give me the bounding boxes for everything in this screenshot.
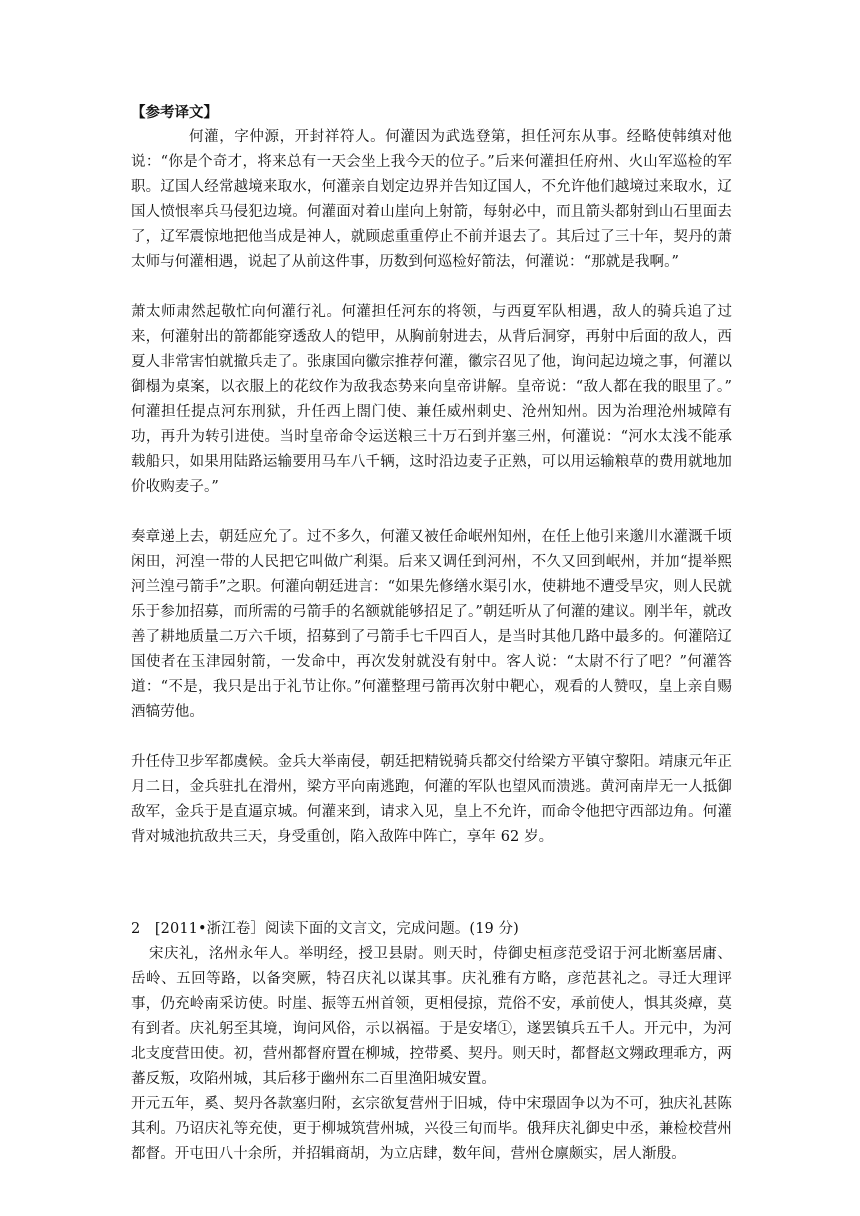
translation-paragraph-1: 何灌，字仲源，开封祥符人。何灌因为武选登第，担任河东从事。经略使韩缜对他说：“你是个奇才，将来总有一天会坐上我今天的位子。”后来何灌担任府州、火山军巡检的军职。辽国人经常越境来取水，何灌亲自划定边界并告知辽国人，不允许他们越境过来取水，辽国人愤恨率兵马侵犯边境。何灌面对着山崖向上射箭，每射必中，而且箭头都射到山石里面去了，辽军震惊地把他当成是神人，就顾虑重重停止不前并退去了。其后过了三十年，契丹的萧太师与何灌相遇，说起了从前这件事，历数到何巡检好箭法，何灌说：“那就是我啊。” [131,129,732,270]
document-page [131,100,732,1167]
paragraph-gap [131,725,732,750]
translation-paragraph-3: 奏章递上去，朝廷应允了。过不多久，何灌又被任命岷州知州，在任上他引来邈川水灌溉千顷闲田，河湟一带的人民把它叫做广利渠。后来又调任到河州，不久又回到岷州，并加“提举熙河兰湟弓箭手”之职。何灌向朝廷进言：“如果先修缮水渠引水，使耕地不遭受旱灾，则人民就乐于参加招募，而所需的弓箭手的名额就能够招足了。”朝廷听从了何灌的建议。刚半年，就改善了耕地质量二万六千顷，招募到了弓箭手七千四百人，是当时其他几路中最多的。何灌陪辽国使者在玉津园射箭，一发命中，再次发射就没有射中。客人说：“太尉不行了吧？”何灌答道：“不是，我只是出于礼节让你。”何灌整理弓箭再次射中靶心，观看的人赞叹，皇上亲自赐酒犒劳他。 [131,529,732,720]
translation-heading: 【参考译文】 [131,104,218,121]
translation-paragraph-2: 萧太师肃然起敬忙向何灌行礼。何灌担任河东的将领，与西夏军队相遇，敌人的骑兵追了过来，何灌射出的箭都能穿透敌人的铠甲，从胸前射进去，从背后洞穿，再射中后面的敌人，西夏人非常害怕就撤兵走了。张康国向徽宗推荐何灌，徽宗召见了他，询问起边境之事，何灌以御榻为桌案，以衣服上的花纹作为敌我态势来向皇帝讲解。皇帝说：“敌人都在我的眼里了。” 何灌担任提点河东刑狱，升任西上閤门使、兼任威州刺史、沧州知州。因为治理沧州城障有功，再升为转引进使。当时皇帝命令运送粮三十万石到并塞三州，何灌说：“河水太浅不能承载船只，如果用陆路运输要用马车八千辆，这时沿边麦子正熟，可以用运输粮草的费用就地加价收购麦子。” [131,304,732,495]
translation-paragraph-4: 升任侍卫步军都虞候。金兵大举南侵，朝廷把精锐骑兵都交付给梁方平镇守黎阳。靖康元年正月二日，金兵驻扎在滑州，梁方平向南逃跑，何灌的军队也望风而溃逃。黄河南岸无一人抵御敌军，金兵于是直逼京城。何灌来到，请求入见，皇上不允许，而命令他把守西部边角。何灌背对城池抗敌共三天，身受重创，陷入敌阵中阵亡，享年 62 岁。 [131,754,732,845]
question-paragraph-2: 开元五年，奚、契丹各款塞归附，玄宗欲复营州于旧城，侍中宋璟固争以为不可，独庆礼甚陈其利。乃诏庆礼等充使，更于柳城筑营州城，兴役三旬而毕。俄拜庆礼御史中丞，兼检校营州都督。开屯田八十余所，并招辑商胡，为立店肆，数年间，营州仓廪颇实，居人渐殷。 [131,1096,732,1162]
section-gap [131,850,732,917]
paragraph-gap [131,275,732,300]
question-paragraph-1: 宋庆礼，洺州永年人。举明经，授卫县尉。则天时，侍御史桓彦范受诏于河北断塞居庸、岳岭、五回等路，以备突厥，特召庆礼以谋其事。庆礼雅有方略，彦范甚礼之。寻迁大理评事，仍充岭南采访使。时崖、振等五州首领，更相侵掠，荒俗不安，承前使人，惧其炎瘴，莫有到者。庆礼躬至其境，询问风俗，示以祸福。于是安堵①，遂罢镇兵五千人。开元中，为河北支度营田使。初，营州都督府置在柳城，控带奚、契丹。则天时，都督赵文翙政理乖方，两蕃反叛，攻陷州城，其后移于幽州东二百里渔阳城安置。 [131,946,732,1087]
paragraph-gap [131,500,732,525]
question-title: 2 [2011•浙江卷］阅读下面的文言文，完成问题。(19 分) [131,921,519,937]
